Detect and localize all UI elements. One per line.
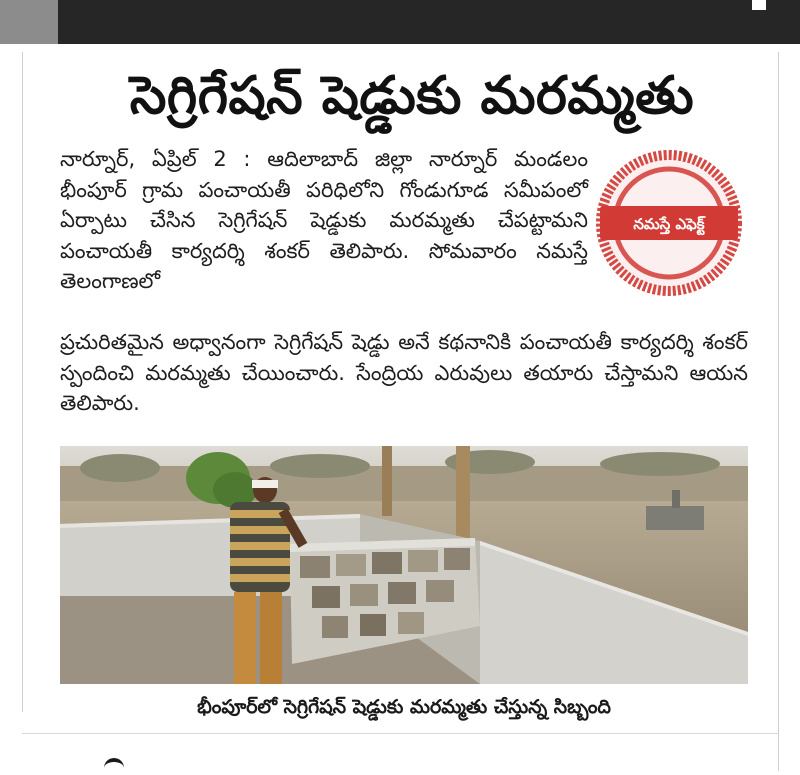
- banner-grey-block: [0, 0, 58, 44]
- photo-scene: [60, 446, 748, 684]
- article-paragraph-full: ప్రచురితమైన అధ్వానంగా సెగ్రిగేషన్ షెడ్డు అనే కథనానికి పంచాయతీ కార్యదర్శి శంకర్ స్పందించి మరమ్మతు చేయించారు. సేంద్రియ ఎరువులు తయారు చేస్తామని ఆయన తెలిపారు.: [60, 330, 748, 415]
- stamp-label: నమస్తే ఎఫెక్ట్: [633, 215, 705, 233]
- banner-white-mark: [752, 0, 766, 10]
- left-column-rule: [22, 52, 23, 712]
- article-headline: సెగ్రిగేషన్ షెడ్డుకు మరమ్మతు: [129, 66, 695, 126]
- bottom-rule: [22, 733, 778, 734]
- right-column-rule: [778, 52, 779, 771]
- namaste-effect-stamp: [594, 148, 744, 298]
- article-photo: [60, 446, 748, 684]
- next-article-glyph-fragment: [104, 758, 124, 775]
- distant-tank: [646, 506, 704, 530]
- wooden-post-back: [382, 446, 392, 516]
- photo-caption: భీంపూర్‌లో సెగ్రిగేషన్ షెడ్డుకు మరమ్మతు చేస్తున్న సిబ్బంది: [197, 696, 611, 718]
- article-paragraph-wrapped: నార్నూర్, ఏప్రిల్ 2 : ఆదిలాబాద్ జిల్లా నార్నూర్ మండలం భీంపూర్ గ్రామ పంచాయతీ పరిధిలోని గోండుగూడ సమీపంలో ఏర్పాటు చేసిన సెగ్రిగేషన్ షెడ్డుకు మరమ్మతు చేపట్టామని పంచాయతీ కార్యదర్శి శంకర్ తెలిపారు. సోమవారం నమస్తే తెలంగాణలో: [60, 147, 588, 293]
- top-banner-bar: [0, 0, 800, 44]
